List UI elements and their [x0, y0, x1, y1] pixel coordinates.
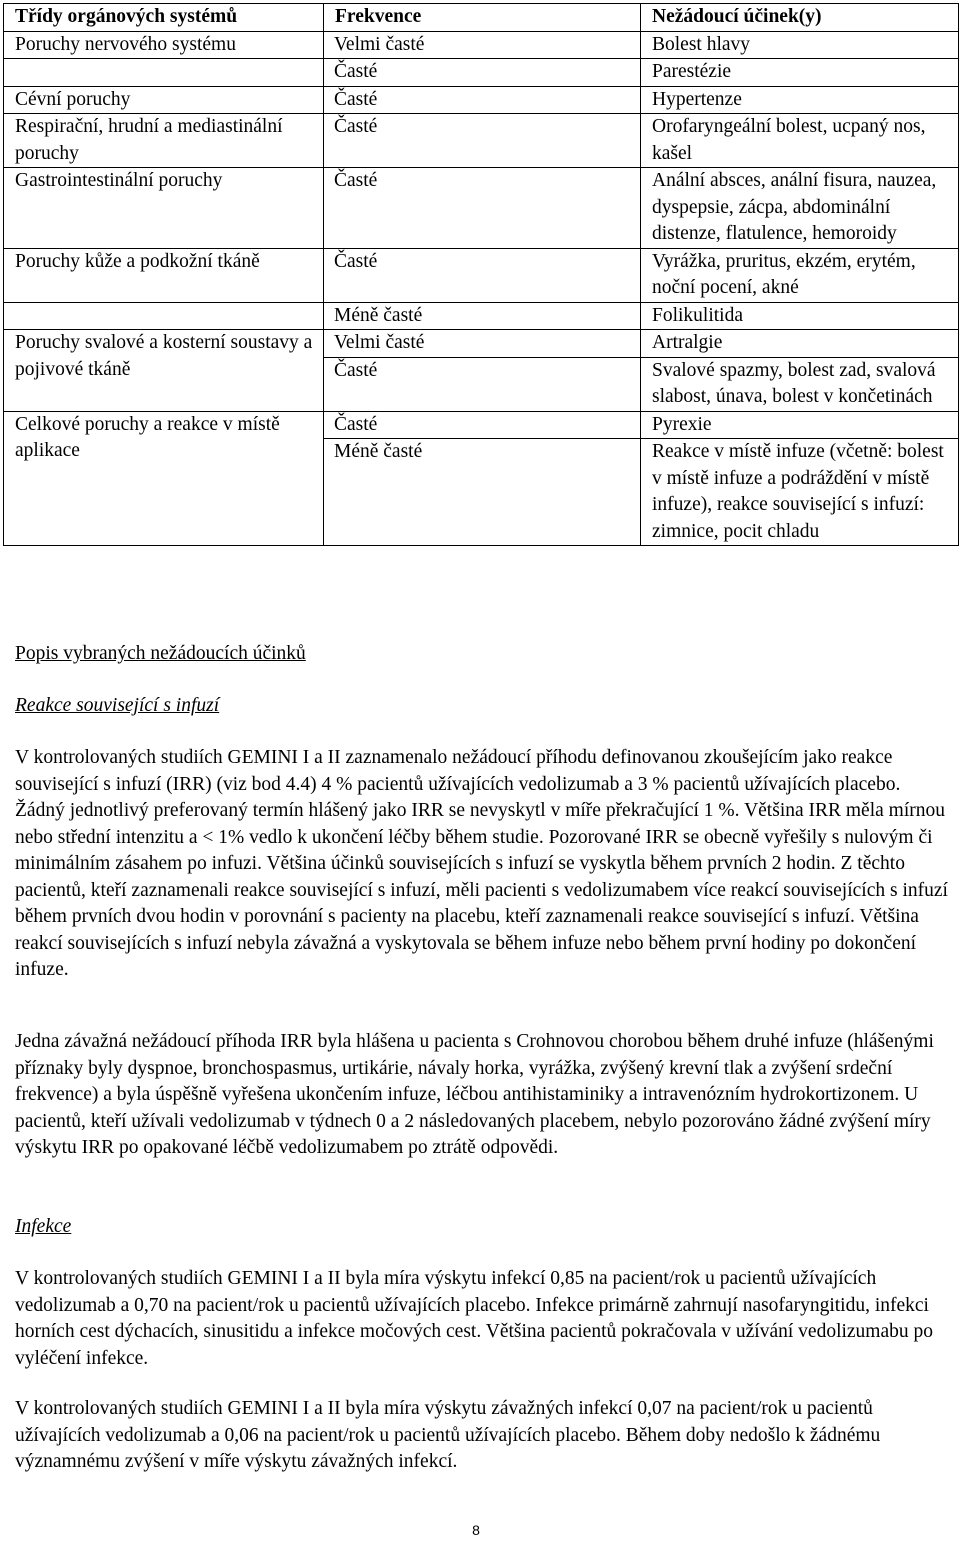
subsection-infusion-reactions: Reakce související s infuzí: [15, 695, 220, 716]
table-row: [4, 59, 959, 87]
paragraph-irr-2: Jedna závažná nežádoucí příhoda IRR byla hlášena u pacienta s Crohnovou chorobou během druhé infuze (hlášenými příznaky byly dyspnoe, bronchospasmus, urtikárie, návaly horka, vyrážka, zvýšený krevní tlak a zvýšení srdeční frekvence) a byla úspěšně vyřešena ukončením infuze, léčbou antihistaminiky a intravenózním hydrokortizonem. U pacientů, kteří užívali vedolizumab v týdnech 0 a 2 následovaných placebem, nebylo pozorováno žádné zvýšení míry výskytu IRR po opakované léčbě vedolizumabem po ztrátě odpovědi.: [15, 1031, 934, 1158]
effect-cell: Svalové spazmy, bolest zad, svalová slabost, únava, bolest v končetinách: [641, 357, 959, 411]
effect-cell: Anální absces, anální fisura, nauzea, dyspepsie, zácpa, abdominální distenze, flatulence, hemoroidy: [641, 168, 959, 249]
effect-cell: Bolest hlavy: [641, 31, 959, 59]
organ-cell: [4, 302, 324, 330]
frequency-cell: Méně časté: [324, 439, 641, 546]
header-frequency: Frekvence: [324, 4, 641, 32]
table-row: [4, 248, 959, 302]
adverse-reactions-table: [3, 3, 959, 546]
frequency-cell: Časté: [324, 114, 641, 168]
section-title: Popis vybraných nežádoucích účinků: [15, 643, 306, 664]
effect-cell: Parestézie: [641, 59, 959, 87]
frequency-cell: Časté: [324, 357, 641, 411]
table-row: [4, 31, 959, 59]
effect-cell: Hypertenze: [641, 86, 959, 114]
organ-cell: Poruchy kůže a podkožní tkáně: [4, 248, 324, 302]
effect-cell: Pyrexie: [641, 411, 959, 439]
organ-cell: Cévní poruchy: [4, 86, 324, 114]
paragraph-irr-1: V kontrolovaných studiích GEMINI I a II zaznamenalo nežádoucí příhodu definovanou zkoušejícím jako reakce související s infuzí (IRR) (viz bod 4.4) 4 % pacientů užívajících vedolizumab a 3 % pacientů užívajících placebo. Žádný jednotlivý preferovaný termín hlášený jako IRR se nevyskytl v míře překračující 1 %. Většina IRR měla mírnou nebo střední intenzitu a < 1% vedlo k ukončení léčby během studie. Pozorované IRR se obecně vyřešily s nulovým či minimálním zásahem po infuzi. Většina účinků souvisejících s infuzí se vyskytla během prvních 2 hodin. Z těchto pacientů, kteří zaznamenali reakce související s infuzí, měli pacienti s vedolizumabem více reakcí souvisejících s infuzí během prvních dvou hodin v porovnání s pacienty na placebu, kteří zaznamenali reakce související s infuzí. Většina reakcí souvisejících s infuzí nebyla závažná a vyskytovala se během infuze nebo během první hodiny po dokončení infuze.: [15, 747, 948, 980]
frequency-cell: Časté: [324, 411, 641, 439]
table-row: [4, 114, 959, 168]
organ-cell: Poruchy nervového systému: [4, 31, 324, 59]
frequency-cell: Časté: [324, 86, 641, 114]
effect-cell: Orofaryngeální bolest, ucpaný nos, kašel: [641, 114, 959, 168]
page-number: 8: [472, 1522, 480, 1538]
organ-cell: Poruchy svalové a kosterní soustavy a pojivové tkáně: [4, 330, 324, 412]
frequency-cell: Méně časté: [324, 302, 641, 330]
paragraph-infections-2: V kontrolovaných studiích GEMINI I a II byla míra výskytu závažných infekcí 0,07 na pacient/rok u pacientů užívajících vedolizumab a 0,06 na pacient/rok u pacientů užívajících placebo. Během doby nedošlo k žádnému významnému zvýšení v míře výskytu závažných infekcí.: [15, 1398, 881, 1472]
frequency-cell: Časté: [324, 248, 641, 302]
paragraph-infections-1: V kontrolovaných studiích GEMINI I a II byla míra výskytu infekcí 0,85 na pacient/rok u pacientů užívajících vedolizumab a 0,70 na pacient/rok u pacientů užívajících placebo. Infekce primárně zahrnují nasofaryngitidu, infekci horních cest dýchacích, sinusitidu a infekce močových cest. Většina pacientů pokračovala v užívání vedolizumabu po vyléčení infekce.: [15, 1268, 934, 1369]
table-row: [4, 168, 959, 249]
table-row: [4, 411, 959, 439]
header-adverse-effect: Nežádoucí účinek(y): [641, 4, 959, 32]
table-row: [4, 86, 959, 114]
header-organ-class: Třídy orgánových systémů: [4, 4, 324, 32]
subsection-infections: Infekce: [15, 1216, 72, 1237]
table-row: [4, 302, 959, 330]
table-header-row: [4, 4, 959, 32]
effect-cell: Folikulitida: [641, 302, 959, 330]
organ-cell: Celkové poruchy a reakce v místě aplikace: [4, 411, 324, 546]
table-row: [4, 330, 959, 358]
organ-cell: Gastrointestinální poruchy: [4, 168, 324, 249]
effect-cell: Vyrážka, pruritus, ekzém, erytém, noční pocení, akné: [641, 248, 959, 302]
effect-cell: Reakce v místě infuze (včetně: bolest v místě infuze a podráždění v místě infuze), reakce související s infuzí: zimnice, pocit chladu: [641, 439, 959, 546]
frequency-cell: Velmi časté: [324, 31, 641, 59]
frequency-cell: Velmi časté: [324, 330, 641, 358]
organ-cell: Respirační, hrudní a mediastinální poruchy: [4, 114, 324, 168]
frequency-cell: Časté: [324, 59, 641, 87]
organ-cell: [4, 59, 324, 87]
effect-cell: Artralgie: [641, 330, 959, 358]
frequency-cell: Časté: [324, 168, 641, 249]
